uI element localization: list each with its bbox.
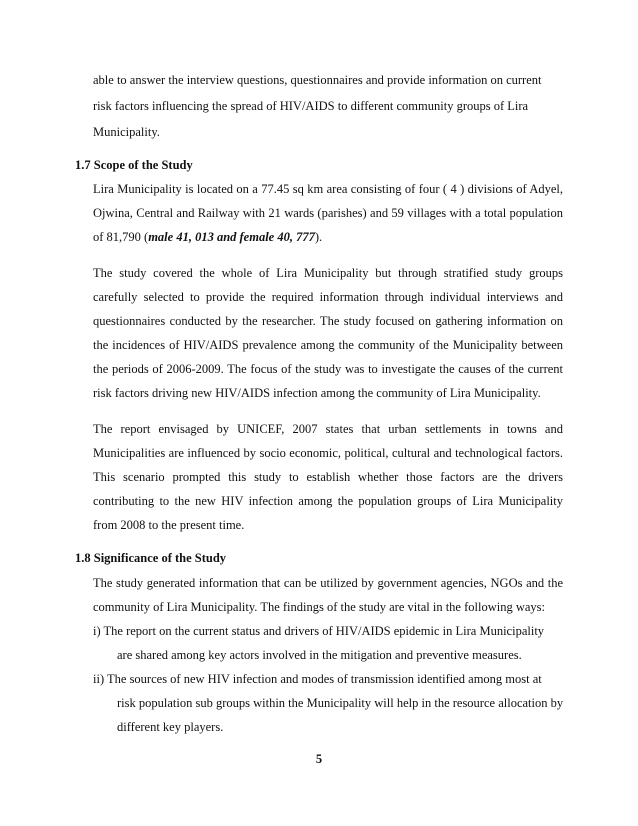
scope-para2-line-5: the periods of 2006-2009. The focus of the study was to investigate the causes of the current [93, 362, 563, 376]
scope-para1-line-3 [93, 229, 322, 245]
scope-para2-line-3: questionnaires conducted by the researcher. The study focused on gathering information on [93, 314, 563, 328]
scope-para3-line-3: This scenario prompted this study to establish whether those factors are the drivers [93, 470, 563, 484]
scope-para3-line-4: contributing to the new HIV infection among the population groups of Lira Municipality [93, 494, 563, 508]
scope-para2-line-1: The study covered the whole of Lira Municipality but through stratified study groups [93, 266, 563, 280]
scope-para3-line-1: The report envisaged by UNICEF, 2007 states that urban settlements in towns and [93, 422, 563, 436]
list-item-i-line-1: i) The report on the current status and drivers of HIV/AIDS epidemic in Lira Municipality [93, 624, 545, 638]
intro-line-2: risk factors influencing the spread of HIV/AIDS to different community groups of Lira [93, 99, 529, 113]
population-breakdown: male 41, 013 and female 40, 777 [148, 230, 315, 244]
page-number: 5 [315, 752, 323, 766]
significance-para1-line-1: The study generated information that can be utilized by government agencies, NGOs and the [93, 576, 563, 590]
scope-para1-line-2: Ojwina, Central and Railway with 21 wards (parishes) and 59 villages with a total population [93, 206, 563, 220]
significance-para1-line-2: community of Lira Municipality. The findings of the study are vital in the following ways: [93, 600, 546, 614]
list-item-ii-line-1: ii) The sources of new HIV infection and modes of transmission identified among most at [93, 672, 542, 686]
scope-para1-line-3-after: ). [314, 230, 323, 244]
section-heading-scope: 1.7 Scope of the Study [75, 158, 193, 172]
list-item-i-line-2: are shared among key actors involved in the mitigation and preventive measures. [117, 648, 522, 662]
scope-para1-line-3-before: of 81,790 ( [93, 230, 149, 244]
scope-para1-line-1: Lira Municipality is located on a 77.45 sq km area consisting of four ( 4 ) divisions of Adyel, [93, 182, 563, 196]
scope-para2-line-4: the incidences of HIV/AIDS prevalence among the community of the Municipality between [93, 338, 563, 352]
list-item-ii-line-2: risk population sub groups within the Municipality will help in the resource allocation by [117, 696, 564, 710]
intro-line-1: able to answer the interview questions, questionnaires and provide information on current [93, 73, 542, 87]
scope-para3-line-2: Municipalities are influenced by socio economic, political, cultural and technological factors. [93, 446, 563, 460]
scope-para3-line-5: from 2008 to the present time. [93, 518, 245, 532]
list-item-ii-line-3: different key players. [117, 720, 224, 734]
intro-line-3: Municipality. [93, 125, 160, 139]
section-heading-significance: 1.8 Significance of the Study [75, 551, 227, 565]
scope-para2-line-6: risk factors driving new HIV/AIDS infection among the community of Lira Municipality. [93, 386, 541, 400]
scope-para2-line-2: carefully selected to provide the required information through individual interviews and [93, 290, 563, 304]
